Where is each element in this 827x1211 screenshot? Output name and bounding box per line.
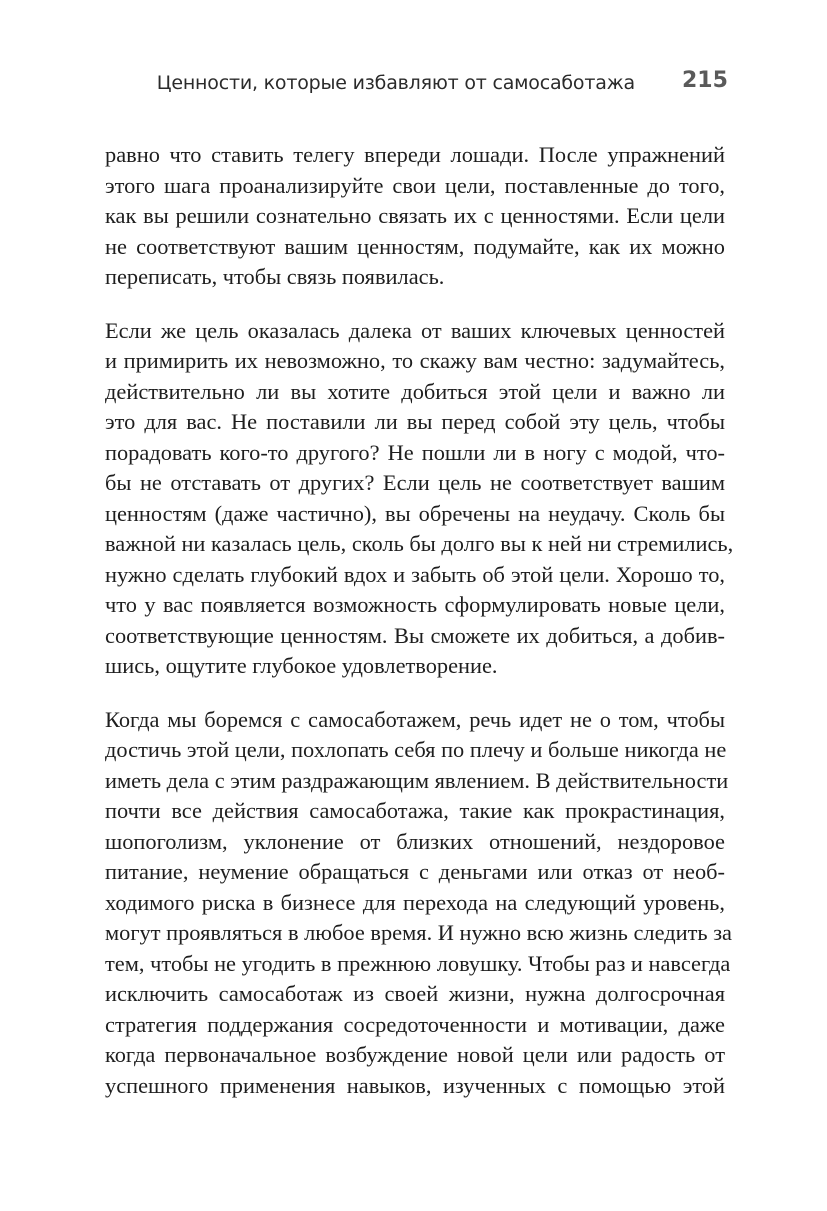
running-title: Ценности, которые избавляют от самосаботажа <box>156 72 635 94</box>
text-line: когда первоначальное возбуждение новой цели или радость от <box>105 1042 725 1067</box>
text-line: шись, ощутите глубокое удовлетворение. <box>105 653 498 678</box>
page-number: 215 <box>682 68 728 93</box>
text-line: важной ни казалась цель, сколь бы долго вы к ней ни стремились, <box>105 531 734 556</box>
body-text <box>105 140 734 1124</box>
text-line: бы не отставать от других? Если цель не соответствует вашим <box>105 470 725 495</box>
text-line: соответствующие ценностям. Вы сможете их добиться, а добив- <box>105 622 725 648</box>
text-line: порадовать кого-то другого? Не пошли ли в ногу с модой, что- <box>105 439 725 465</box>
text-line: ценностям (даже частично), вы обречены на неудачу. Сколь бы <box>105 500 725 526</box>
text-line: успешного применения навыков, изученных с помощью этой <box>105 1072 725 1098</box>
text-line: действительно ли вы хотите добиться этой цели и важно ли <box>105 378 725 404</box>
text-line: этого шага проанализируйте свои цели, поставленные до того, <box>105 172 725 198</box>
text-line: тем, чтобы не угодить в прежнюю ловушку. Чтобы раз и навсегда <box>105 950 731 976</box>
text-line: Если же цель оказалась далека от ваших ключевых ценностей <box>105 317 725 343</box>
text-line: что у вас появляется возможность сформулировать новые цели, <box>105 592 725 617</box>
text-line: ходимого риска в бизнесе для перехода на следующий уровень, <box>105 889 725 915</box>
text-line: достичь этой цели, похлопать себя по плечу и больше никогда не <box>105 737 727 762</box>
paragraph-2 <box>105 316 734 682</box>
text-line: нужно сделать глубокий вдох и забыть об этой цели. Хорошо то, <box>105 561 725 587</box>
text-line: стратегия поддержания сосредоточенности и мотивации, даже <box>105 1011 725 1037</box>
text-line: и примирить их невозможно, то скажу вам честно: задумайтесь, <box>105 348 725 373</box>
text-line: равно что ставить телегу впереди лошади. После упражнений <box>105 142 725 167</box>
text-line: иметь дела с этим раздражающим явлением. В действительности <box>105 767 729 793</box>
text-line: исключить самосаботаж из своей жизни, нужна долгосрочная <box>105 981 725 1006</box>
text-line: не соответствуют вашим ценностям, подумайте, как их можно <box>105 233 725 259</box>
text-line: почти все действия самосаботажа, такие как прокрастинация, <box>105 798 725 823</box>
paragraph-1 <box>105 140 725 293</box>
text-line: это для вас. Не поставили ли вы перед собой эту цель, чтобы <box>105 409 725 434</box>
paragraph-3 <box>105 705 732 1102</box>
text-line: могут проявляться в любое время. И нужно всю жизнь следить за <box>105 920 732 945</box>
running-head <box>0 66 827 106</box>
text-line: переписать, чтобы связь появилась. <box>105 264 445 289</box>
text-line: Когда мы боремся с самосаботажем, речь идет не о том, чтобы <box>105 706 725 732</box>
text-line: питание, неумение обращаться с деньгами или отказ от необ- <box>105 859 725 884</box>
text-line: шопоголизм, уклонение от близких отношений, нездоровое <box>105 828 725 854</box>
text-line: как вы решили сознательно связать их с ценностями. Если цели <box>105 203 725 228</box>
